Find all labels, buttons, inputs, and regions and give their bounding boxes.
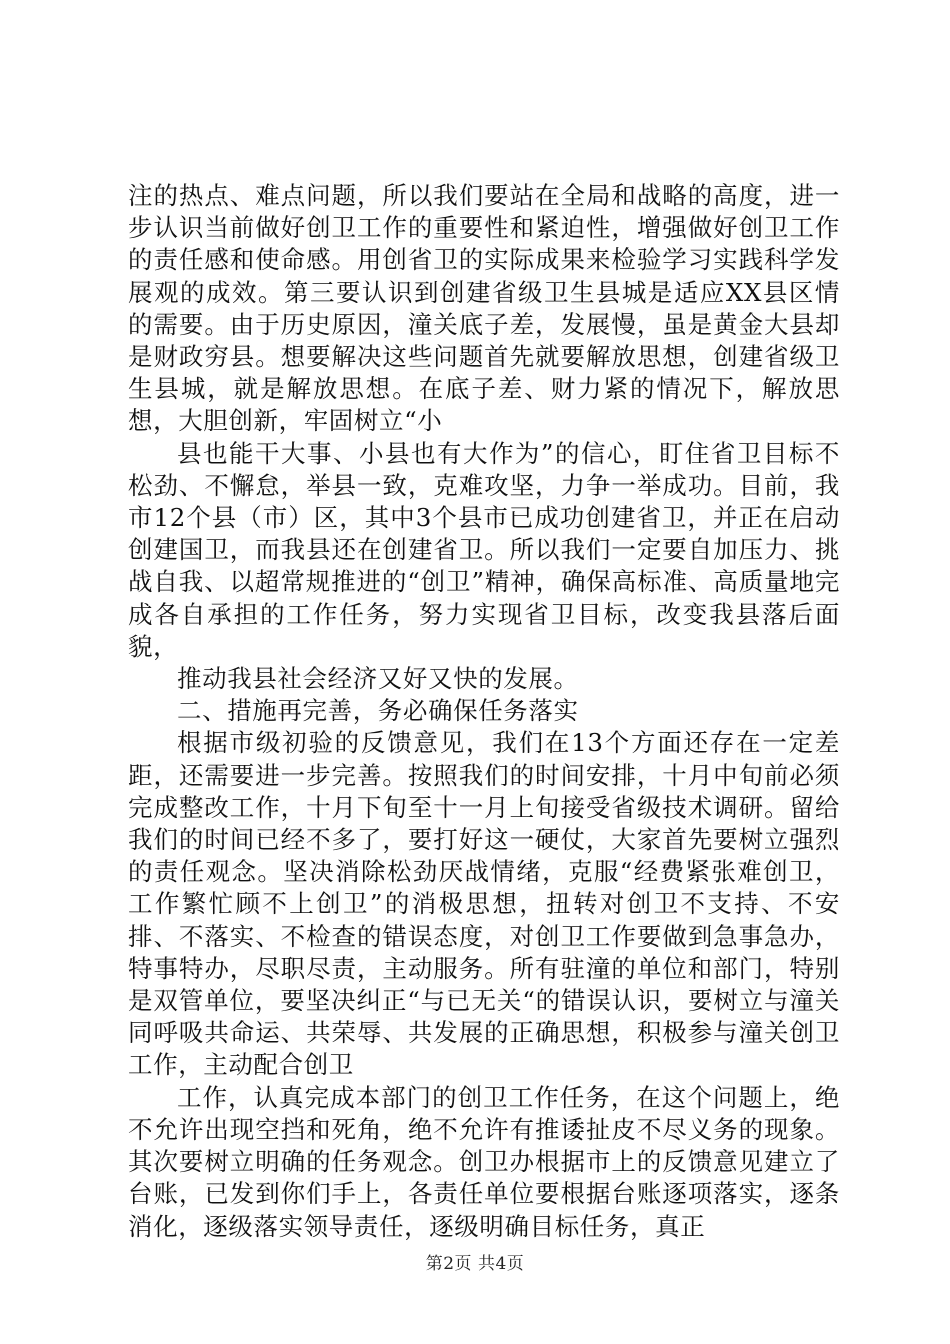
- page-footer: 第2页 共4页: [425, 1254, 525, 1274]
- paragraph-5: 工作，认真完成本部门的创卫工作任务，在这个问题上，绝不允许出现空挡和死角，绝不允许有推诿扯皮不尽义务的现象。其次要树立明确的任务观念。创卫办根据市上的反馈意见建立了台账，已发到你们手上，各责任单位要根据台账逐项落实，逐条消化，逐级落实领导责任，逐级明确目标任务，真正: [128, 1082, 840, 1241]
- section-heading: 二、措施再完善，务必确保任务落实: [177, 696, 579, 726]
- paragraph-2: 县也能干大事、小县也有大作为”的信心，盯住省卫目标不松劲、不懈怠，举县一致，克难攻坚，力争一举成功。目前，我市12个县（市）区，其中3个县市已成功创建省卫，并正在启动创建国卫，而我县还在创建省卫。所以我们一定要自加压力、挑战自我、以超常规推进的“创卫”精神，确保高标准、高质量地完成各自承担的工作任务，努力实现省卫目标，改变我县落后面貌，: [128, 438, 840, 661]
- document-body: [128, 180, 840, 1243]
- paragraph-3: 推动我县社会经济又好又快的发展。: [177, 664, 579, 694]
- paragraph-1: 注的热点、难点问题，所以我们要站在全局和战略的高度，进一步认识当前做好创卫工作的重要性和紧迫性，增强做好创卫工作的责任感和使命感。用创省卫的实际成果来检验学习实践科学发展观的成效。第三要认识到创建省级卫生县城是适应XX县区情的需要。由于历史原因，潼关底子差，发展慢，虽是黄金大县却是财政穷县。想要解决这些问题首先就要解放思想，创建省级卫生县城，就是解放思想。在底子差、财力紧的情况下，解放思想，大胆创新，牢固树立“小: [128, 181, 840, 436]
- paragraph-4: 根据市级初验的反馈意见，我们在13个方面还存在一定差距，还需要进一步完善。按照我们的时间安排，十月中旬前必须完成整改工作，十月下旬至十一月上旬接受省级技术调研。留给我们的时间已经不多了，要打好这一硬仗，大家首先要树立强烈的责任观念。坚决消除松劲厌战情绪，克服“经费紧张难创卫，工作繁忙顾不上创卫”的消极思想，扭转对创卫不支持、不安排、不落实、不检查的错误态度，对创卫工作要做到急事急办，特事特办，尽职尽责，主动服务。所有驻潼的单位和部门，特别是双管单位，要坚决纠正“与已无关“的错误认识，要树立与潼关同呼吸共命运、共荣辱、共发展的正确思想，积极参与潼关创卫工作，主动配合创卫: [128, 728, 840, 1080]
